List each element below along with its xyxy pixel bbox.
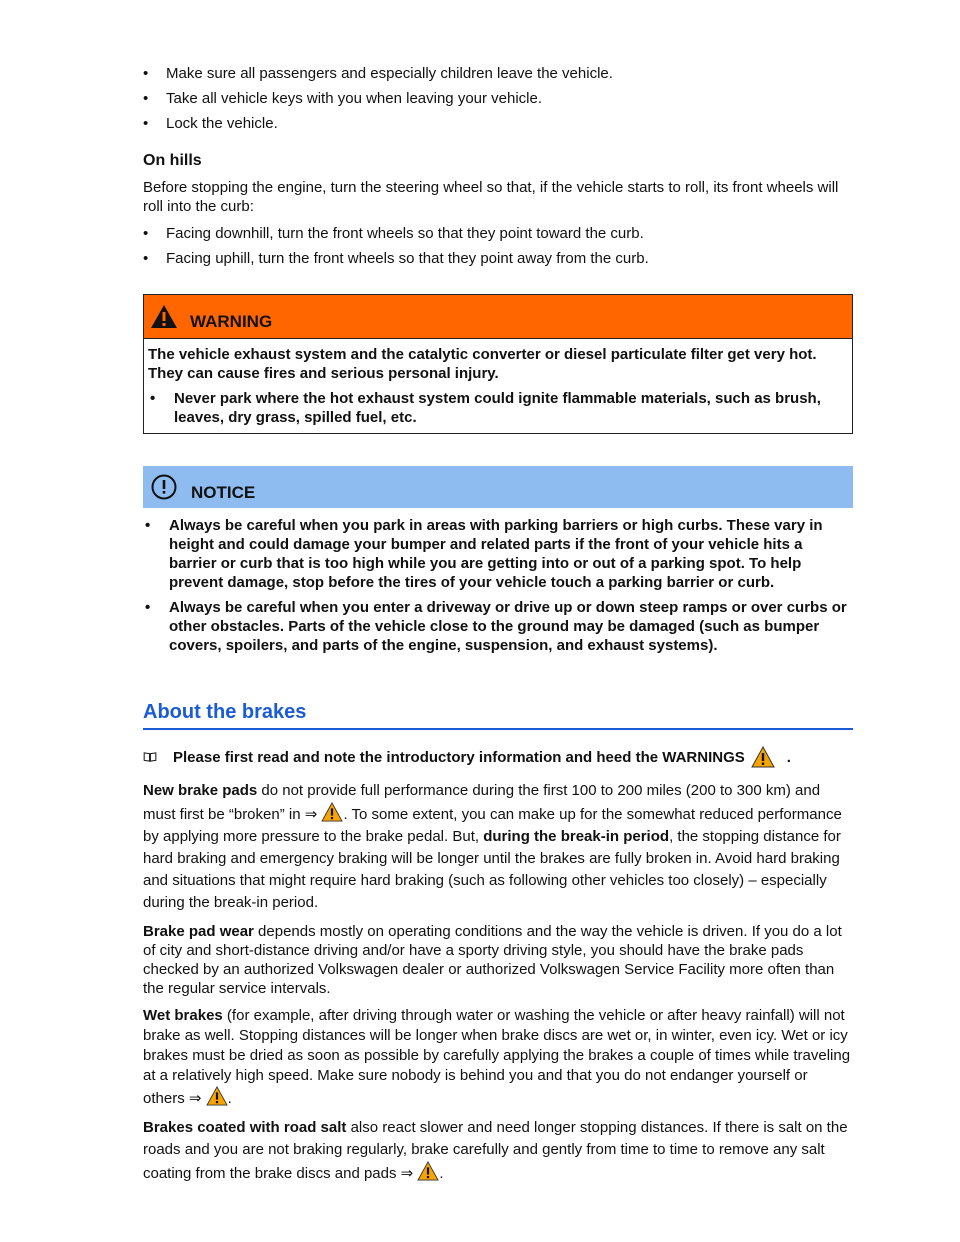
paragraph-text: . — [227, 1090, 232, 1107]
list-item: • Facing uphill, turn the front wheels so that they point away from the curb. — [143, 249, 853, 268]
warning-triangle-icon — [150, 304, 178, 329]
notice-title: NOTICE — [191, 482, 256, 502]
notice-box — [143, 466, 853, 655]
manual-page — [143, 64, 853, 1193]
exclamation-circle-icon — [151, 474, 177, 500]
warning-triangle-icon[interactable] — [751, 746, 775, 768]
new-brake-pads-paragraph — [143, 780, 853, 914]
list-item: • Lock the vehicle. — [143, 114, 853, 133]
paragraph-text: also react slower and need longer stopping distances. If there is salt on the roads and you are not braking regularly, brake carefully and gently from time to time to remove any salt coating from the brake discs and pads ⇒ — [143, 1119, 848, 1182]
notice-bullet: • Always be careful when you park in areas with parking barriers or high curbs. These vary in height and could damage your bumper and related parts if the front of your vehicle hits a barrier or curb that is too high while you are getting into or out of a parking spot. To help prevent damage, stop before the tires of your vehicle touch a parking barrier or curb. — [143, 516, 853, 592]
wet-brakes-paragraph — [143, 1006, 853, 1109]
road-salt-paragraph — [143, 1117, 853, 1185]
paragraph-text: . — [439, 1165, 444, 1182]
paragraph-text: , the stopping distance for hard braking and emergency braking will be longer until the brakes are fully broken in. Avoid hard braking and situations that might require hard braking (such as following other vehicles too closely) – especially during the break-in period. — [143, 828, 841, 911]
warning-triangle-icon[interactable] — [321, 802, 343, 822]
warning-triangle-icon[interactable] — [206, 1086, 228, 1106]
warning-body — [144, 339, 852, 433]
brakes-intro — [143, 746, 853, 768]
paragraph-text: (for example, after driving through water or washing the vehicle or after heavy rainfall) will not brake as well. Stopping distances will be longer when brake discs are wet or, in winter, even icy. Wet or icy brakes must be dried as soon as possible by carefully applying the brakes a couple of times while traveling at a relatively high speed. Make sure nobody is behind you and that you do not endanger yourself or others ⇒ — [143, 1007, 851, 1107]
warning-header — [144, 295, 852, 339]
notice-bullet: • Always be careful when you enter a driveway or drive up or down steep ramps or over curbs or other obstacles. Parts of the vehicle close to the ground may be damaged (such as bumper covers, spoilers, and parts of the engine, suspension, and exhaust systems). — [143, 598, 853, 655]
notice-header — [143, 466, 853, 508]
new-brake-pads-term: New brake pads — [143, 782, 258, 799]
paragraph-text: . To some extent, you can make up for the somewhat reduced performance by applying more pressure to the brake pedal. But, — [143, 806, 842, 845]
warning-triangle-icon[interactable] — [417, 1161, 439, 1181]
road-salt-term: Brakes coated with road salt — [143, 1119, 347, 1136]
leaving-vehicle-list — [143, 64, 853, 133]
warning-title: WARNING — [190, 312, 273, 331]
brakes-intro-text: Please first read and note the introductory information and heed the WARNINGS — [173, 748, 745, 766]
brake-pad-wear-term: Brake pad wear — [143, 923, 254, 940]
list-item: • Facing downhill, turn the front wheels so that they point toward the curb. — [143, 224, 853, 243]
brake-pad-wear-paragraph — [143, 922, 853, 998]
hills-list — [143, 224, 853, 268]
hills-heading: On hills — [143, 152, 202, 169]
brakes-intro-end: . — [786, 748, 791, 766]
hills-intro: Before stopping the engine, turn the steering wheel so that, if the vehicle starts to roll, its front wheels will roll into the curb: — [143, 179, 839, 215]
paragraph-text: do not provide full performance during the first 100 to 200 miles (200 to 300 km) and must first be “broken” in ⇒ — [143, 782, 821, 823]
notice-body — [143, 508, 853, 655]
warning-box — [143, 294, 853, 434]
brakes-heading: About the brakes — [143, 703, 853, 730]
paragraph-text: depends mostly on operating conditions and the way the vehicle is driven. If you do a lot of city and short-distance driving and/or have a sporty driving style, you should have the brake pads checked by an authorized Volkswagen dealer or authorized Volkswagen Service Facility more often than the regular service intervals. — [143, 923, 842, 997]
warning-text: The vehicle exhaust system and the catalytic converter or diesel particulate filter get very hot. They can cause fires and serious personal injury. — [148, 346, 817, 382]
list-item: • Take all vehicle keys with you when leaving your vehicle. — [143, 89, 853, 108]
wet-brakes-term: Wet brakes — [143, 1007, 223, 1024]
break-in-term: during the break-in period — [483, 828, 670, 845]
open-book-icon — [143, 752, 157, 762]
warning-bullet: • Never park where the hot exhaust system could ignite flammable materials, such as brush, leaves, dry grass, spilled fuel, etc. — [148, 389, 848, 427]
list-item: • Make sure all passengers and especially children leave the vehicle. — [143, 64, 853, 83]
